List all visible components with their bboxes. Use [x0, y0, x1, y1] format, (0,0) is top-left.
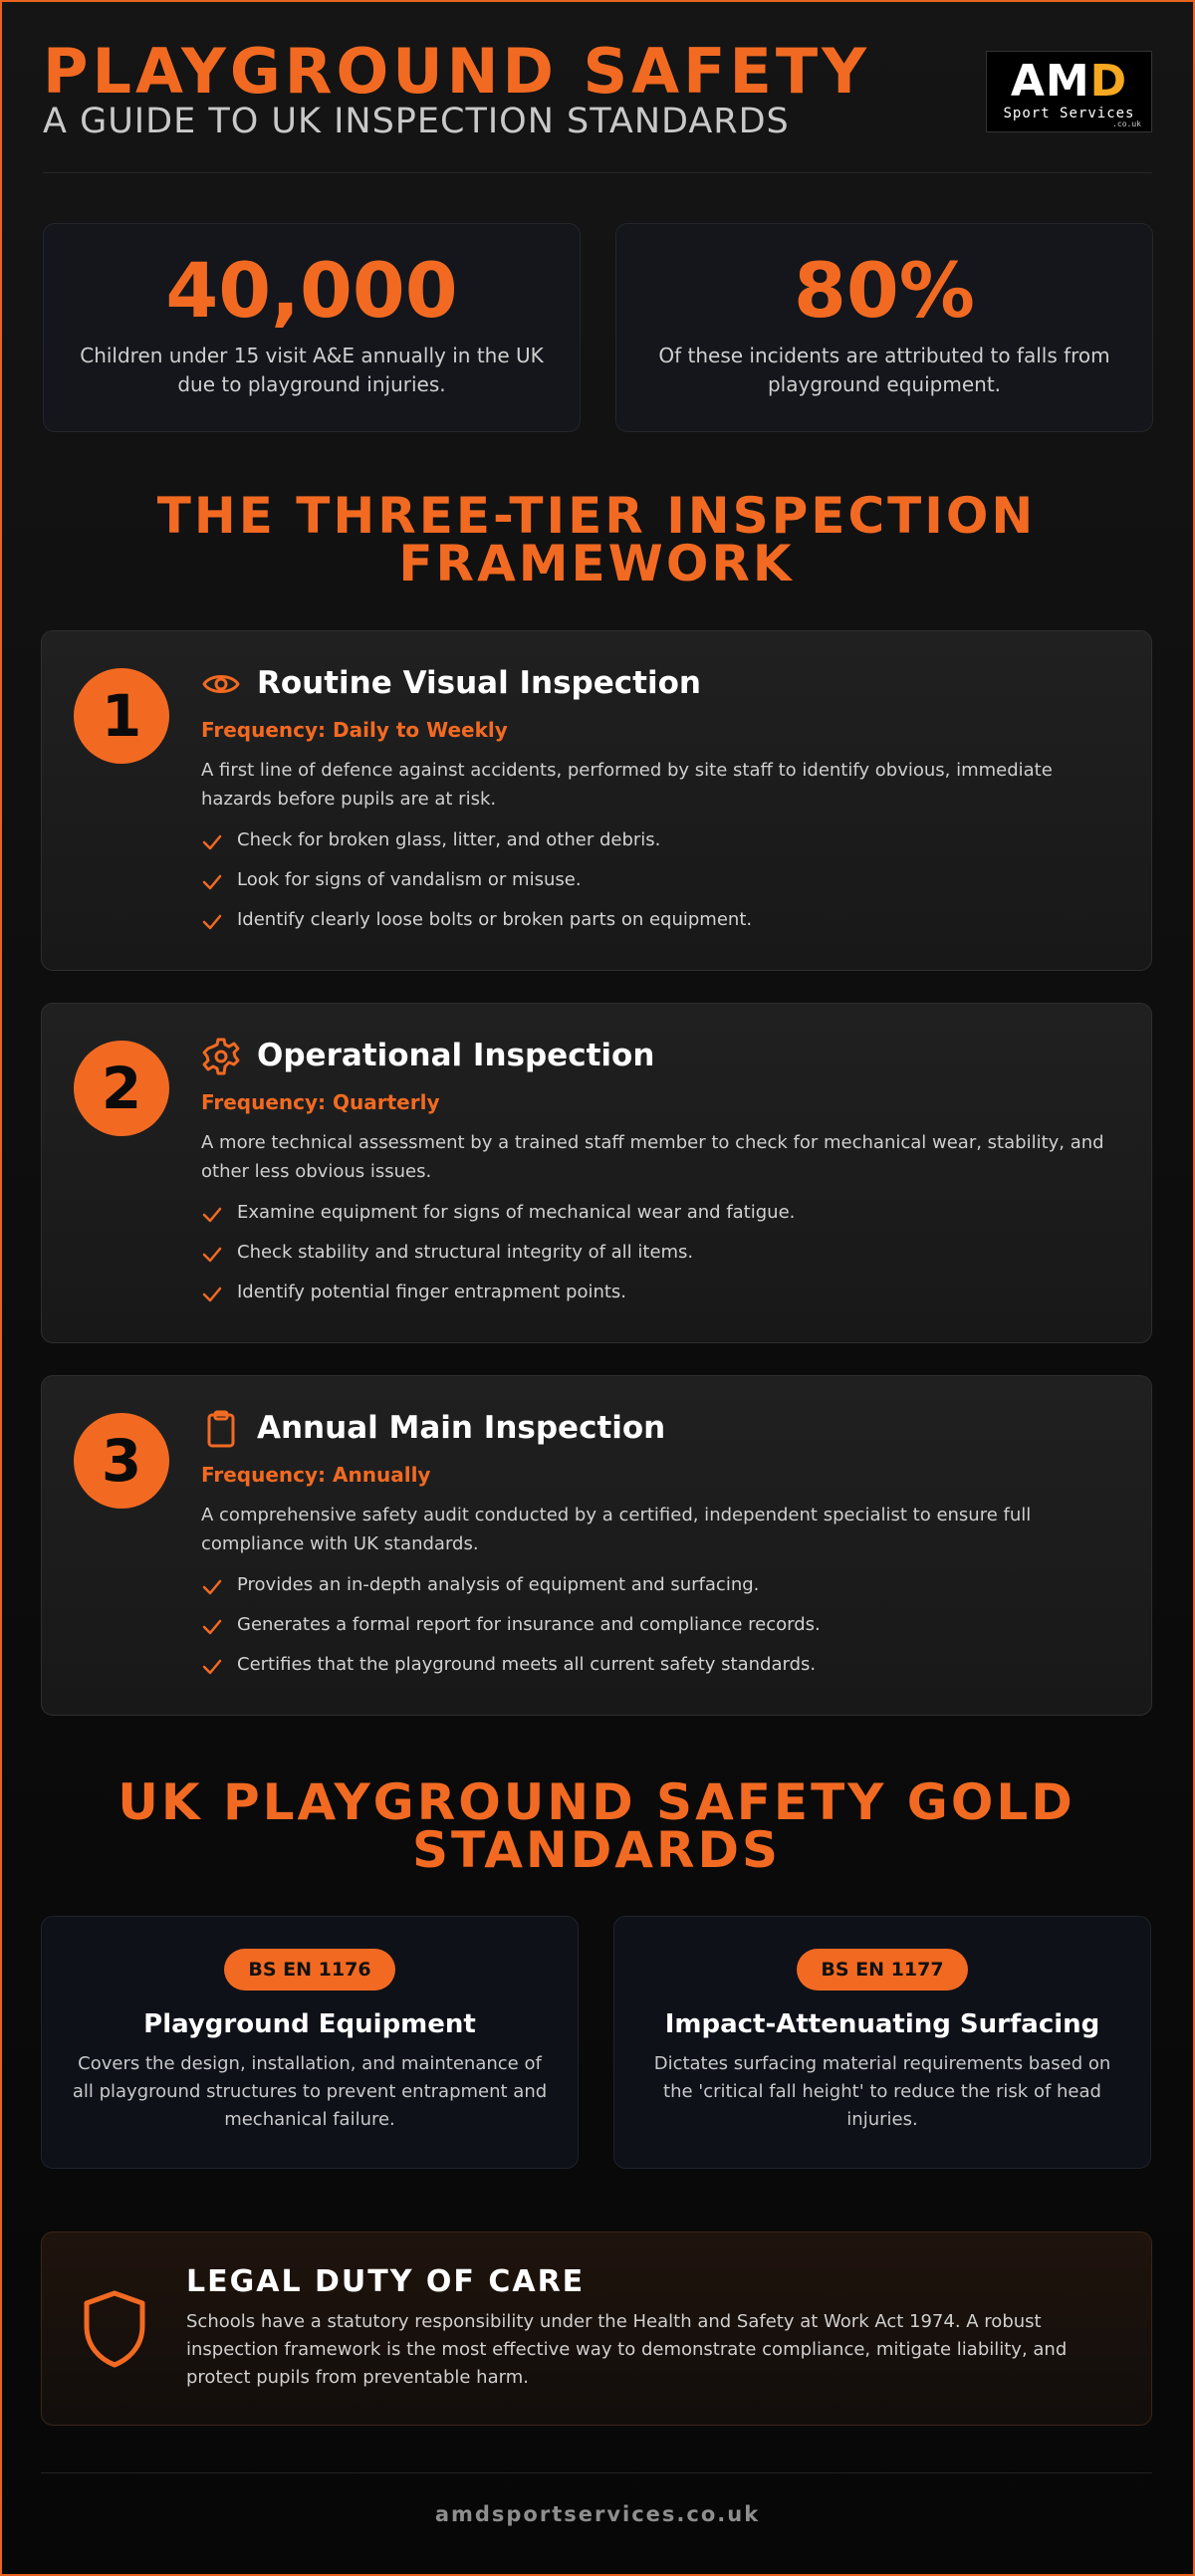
checklist-item: Certifies that the playground meets all current safety standards. [201, 1653, 821, 1693]
checklist-item: Check stability and structural integrity of all items. [201, 1241, 795, 1281]
checklist-item: Identify clearly loose bolts or broken parts on equipment. [201, 908, 752, 948]
checklist-item: Check for broken glass, litter, and other debris. [201, 828, 752, 868]
framework-title: THE THREE-TIER INSPECTION FRAMEWORK [156, 487, 1037, 592]
check-icon [201, 1204, 223, 1226]
stat-text: Children under 15 visit A&E annually in the UK due to playground injuries. [80, 344, 544, 396]
standard-title: Impact-Attenuating Surfacing [664, 2009, 1100, 2039]
tier-title: Routine Visual Inspection [257, 665, 701, 701]
check-icon [201, 1656, 223, 1678]
gear-icon [201, 1037, 241, 1076]
tier-title: Annual Main Inspection [257, 1410, 666, 1446]
clipboard-icon [201, 1409, 241, 1449]
check-icon [201, 1576, 223, 1598]
checklist-item: Provides an in-depth analysis of equipment and surfacing. [201, 1573, 821, 1613]
tier-card-3 [41, 1375, 1152, 1716]
tier-number-badge: 2 [74, 1041, 169, 1136]
tier-description: A comprehensive safety audit conducted by a certified, independent specialist to ensure full compliance with UK standards. [201, 1505, 1032, 1554]
tier-number-badge: 3 [74, 1413, 169, 1509]
standard-card-bs-en-1176 [41, 1916, 579, 2169]
standard-card-bs-en-1177 [613, 1916, 1151, 2169]
page-title: PLAYGROUND SAFETY [43, 35, 871, 108]
check-icon [201, 1616, 223, 1638]
tier-number-badge: 1 [74, 668, 169, 764]
checklist-item: Examine equipment for signs of mechanical wear and fatigue. [201, 1201, 795, 1241]
tier-checklist [201, 1201, 795, 1320]
legal-duty-card [41, 2231, 1152, 2426]
standard-badge: BS EN 1176 [224, 1949, 394, 1991]
stat-value: 80% [794, 246, 975, 335]
standard-title: Playground Equipment [143, 2009, 476, 2039]
logo-tld: .co.uk [1112, 119, 1141, 128]
check-icon [201, 871, 223, 893]
standard-badge: BS EN 1177 [797, 1949, 967, 1991]
tier-frequency: Frequency: Quarterly [201, 1090, 440, 1114]
standard-text: Dictates surfacing material requirements based on the 'critical fall height' to reduce the risk of head injuries. [653, 2053, 1111, 2130]
tier-card-1 [41, 630, 1152, 971]
footer-url: amdsportservices.co.uk [434, 2502, 761, 2526]
check-icon [201, 1244, 223, 1266]
page-subtitle: A GUIDE TO UK INSPECTION STANDARDS [43, 102, 790, 141]
check-icon [201, 1284, 223, 1305]
shield-icon [80, 2288, 149, 2370]
tier-description: A more technical assessment by a trained staff member to check for mechanical wear, stability, and other less obvious issues. [201, 1132, 1104, 1182]
tier-card-2 [41, 1003, 1152, 1343]
standard-text: Covers the design, installation, and maintenance of all playground structures to prevent entrapment and mechanical failure. [72, 2053, 548, 2130]
eye-icon [201, 664, 241, 704]
logo-tagline: Sport Services [1003, 106, 1135, 121]
legal-title: LEGAL DUTY OF CARE [186, 2264, 586, 2299]
tier-frequency: Frequency: Annually [201, 1463, 431, 1487]
checklist-item: Identify potential finger entrapment points. [201, 1281, 795, 1320]
logo-wordmark: AMD [1010, 56, 1128, 107]
check-icon [201, 911, 223, 933]
tier-description: A first line of defence against accidents, performed by site staff to identify obvious, immediate hazards before pupils are at risk. [201, 760, 1053, 810]
check-icon [201, 831, 223, 853]
tier-checklist [201, 828, 752, 948]
checklist-item: Generates a formal report for insurance and compliance records. [201, 1613, 821, 1653]
legal-text: Schools have a statutory responsibility under the Health and Safety at Work Act 1974. A robust inspection framework is the most effective way to demonstrate compliance, mitigate liability, and protect pupils from preventable harm. [186, 2311, 1068, 2388]
tier-title: Operational Inspection [257, 1038, 655, 1073]
checklist-item: Look for signs of vandalism or misuse. [201, 868, 752, 908]
stat-value: 40,000 [165, 246, 458, 335]
stat-text: Of these incidents are attributed to falls from playground equipment. [658, 344, 1110, 396]
standards-title: UK PLAYGROUND SAFETY GOLD STANDARDS [118, 1773, 1076, 1879]
tier-checklist [201, 1573, 821, 1693]
tier-frequency: Frequency: Daily to Weekly [201, 718, 508, 742]
footer-divider [41, 2472, 1152, 2473]
